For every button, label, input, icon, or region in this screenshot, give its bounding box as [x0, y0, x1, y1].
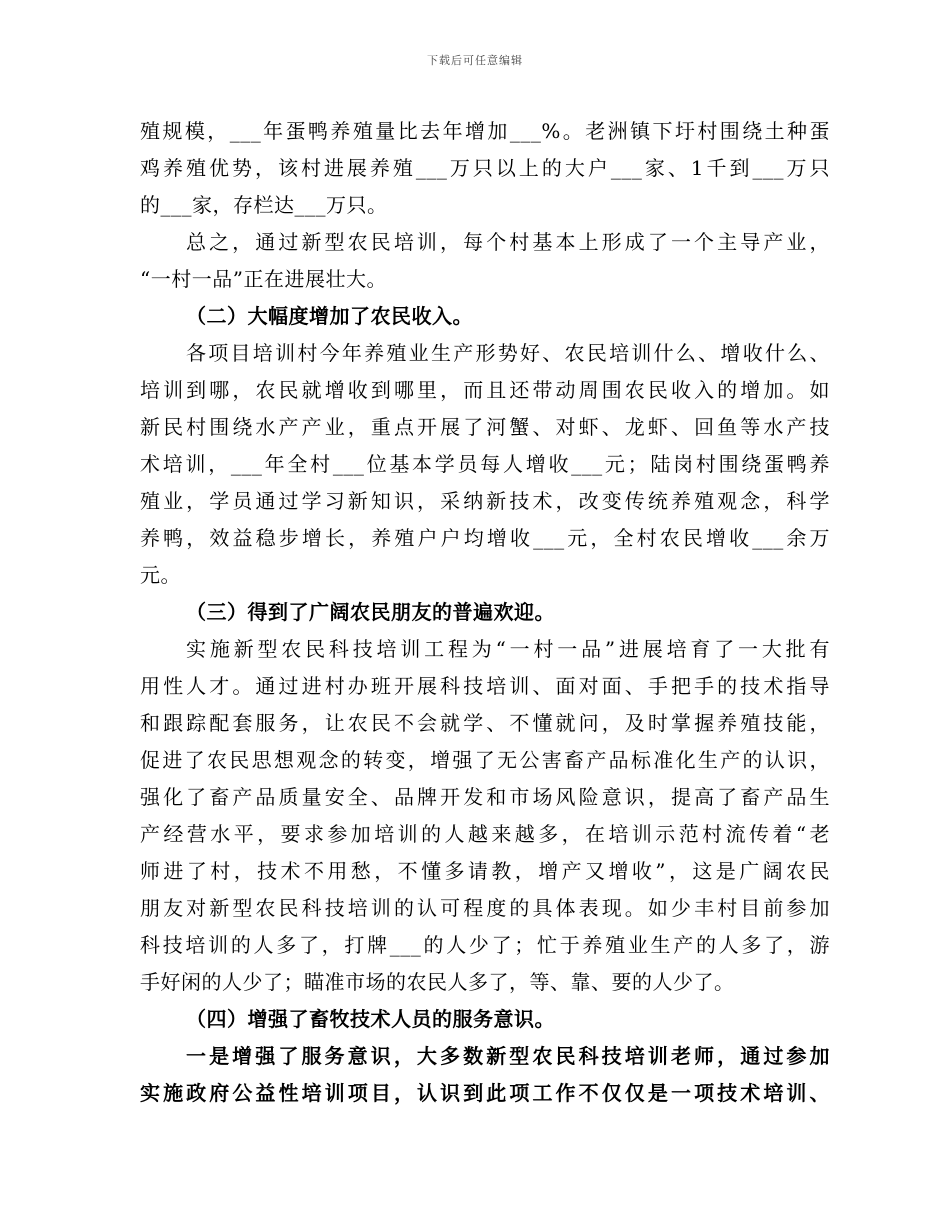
paragraph-line: 促进了农民思想观念的转变，增强了无公害畜产品标准化生产的认识，: [140, 748, 830, 772]
paragraph-line: 产经营水平，要求参加培训的人越来越多，在培训示范村流传着“老: [140, 822, 830, 846]
paragraph-line: 实施新型农民科技培训工程为“一村一品”进展培育了一大批有: [186, 637, 830, 661]
paragraph-line: 用性人才。通过进村办班开展科技培训、面对面、手把手的技术指导: [140, 674, 830, 698]
paragraph-line: 朋友对新型农民科技培训的认可程度的具体表现。如少丰村目前参加: [140, 896, 830, 920]
paragraph-line: 实施政府公益性培训项目，认识到此项工作不仅仅是一项技术培训、: [140, 1081, 830, 1105]
section-heading: （三）得到了广阔农民朋友的普遍欢迎。: [186, 600, 555, 624]
paragraph-line: 新民村围绕水产产业，重点开展了河蟹、对虾、龙虾、回鱼等水产技: [140, 415, 830, 439]
paragraph-line: 科技培训的人多了，打牌___的人少了；忙于养殖业生产的人多了，游: [140, 933, 830, 957]
paragraph-line: 和跟踪配套服务，让农民不会就学、不懂就问，及时掌握养殖技能，: [140, 711, 830, 735]
paragraph-line: 培训到哪，农民就增收到哪里，而且还带动周围农民收入的增加。如: [140, 378, 830, 402]
paragraph-line: 鸡养殖优势，该村进展养殖___万只以上的大户___家、1千到___万只: [140, 156, 830, 180]
document-body: [140, 113, 830, 1112]
paragraph-line: 总之，通过新型农民培训，每个村基本上形成了一个主导产业，: [186, 230, 830, 254]
paragraph-line: 的___家，存栏达___万只。: [140, 193, 388, 217]
paragraph-line: 各项目培训村今年养殖业生产形势好、农民培训什么、增收什么、: [186, 341, 830, 365]
paragraph-line: 殖业，学员通过学习新知识，采纳新技术，改变传统养殖观念，科学: [140, 489, 830, 513]
paragraph-line: 术培训，___年全村___位基本学员每人增收___元；陆岗村围绕蛋鸭养: [140, 452, 830, 476]
section-heading: （四）增强了畜牧技术人员的服务意识。: [186, 1007, 555, 1031]
paragraph-line: 养鸭，效益稳步增长，养殖户户均增收___元，全村农民增收___余万: [140, 526, 830, 550]
page-header: 下载后可任意编辑: [427, 54, 523, 67]
paragraph-line: 元。: [140, 563, 181, 587]
paragraph-line: 强化了畜产品质量安全、品牌开发和市场风险意识，提高了畜产品生: [140, 785, 830, 809]
paragraph-line: “一村一品”正在进展壮大。: [140, 267, 387, 291]
paragraph-line: 一是增强了服务意识，大多数新型农民科技培训老师，通过参加: [186, 1044, 830, 1068]
paragraph-line: 殖规模，___年蛋鸭养殖量比去年增加___%。老洲镇下圩村围绕土种蛋: [140, 119, 830, 143]
paragraph-line: 师进了村，技术不用愁，不懂多请教，增产又增收”，这是广阔农民: [140, 859, 830, 883]
section-heading: （二）大幅度增加了农民收入。: [186, 304, 473, 328]
paragraph-line: 手好闲的人少了；瞄准市场的农民人多了，等、靠、要的人少了。: [140, 970, 735, 994]
